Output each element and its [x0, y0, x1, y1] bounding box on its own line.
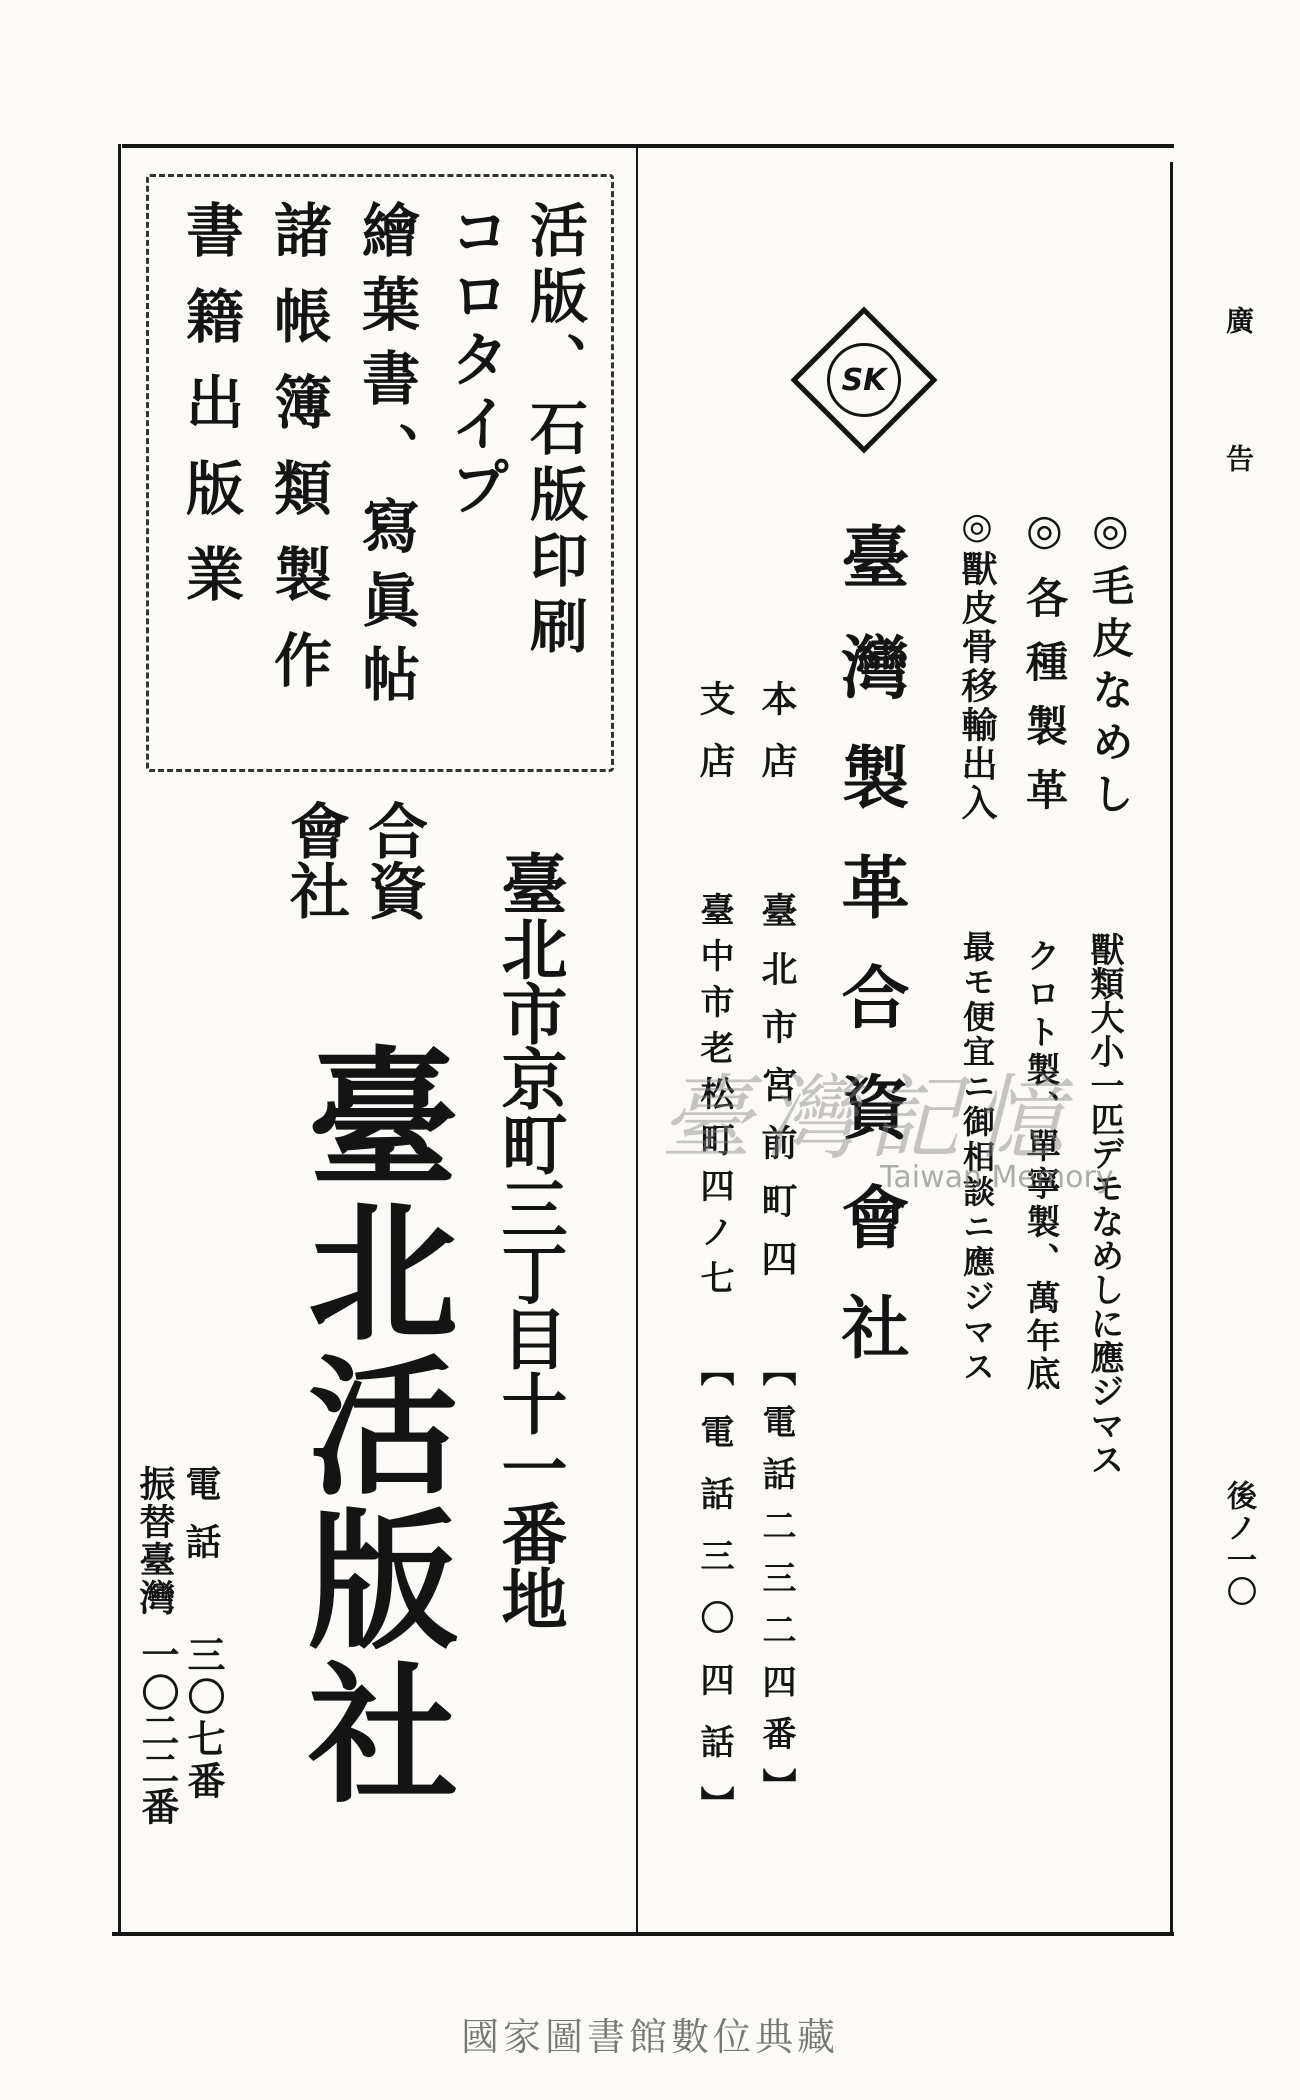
transfer-number: 一〇二二番: [135, 1635, 180, 1825]
printing-address: 臺北市京町三丁目十一番地: [490, 850, 568, 1630]
service-5: 書籍出版業: [176, 200, 244, 630]
company-type-line1: 合資: [358, 800, 428, 920]
branch-office-label: 支店: [694, 680, 736, 804]
product-bullet-2: ◎: [1020, 505, 1069, 576]
product-bullet-3: ◎: [956, 505, 998, 550]
logo-text: SK: [841, 362, 887, 398]
branch-office-phone: 【電話三〇四話】: [694, 1352, 734, 1848]
branch-office-address: 臺中市老松町四ノ七: [694, 892, 734, 1306]
product-detail-1: 獸類大小一匹デモなめしに應ジマス: [1084, 932, 1124, 1476]
product-item-2: ◎各種製革: [1020, 505, 1069, 832]
service-1: 活版、石版印刷: [520, 200, 588, 662]
frame-top-line: [122, 144, 1174, 148]
watermark-english: Taiwan Memory: [880, 1160, 1114, 1195]
phone-label: 電話: [180, 1465, 222, 1581]
head-office-address: 臺北市宮前町四: [756, 892, 798, 1298]
head-office-phone: 【電話二三二四番】: [756, 1352, 796, 1820]
frame-right-line: [1170, 162, 1173, 1936]
page-number: 後ノ一〇: [1221, 1480, 1256, 1608]
frame-left-line: [118, 144, 121, 1936]
service-2: コロタイプ: [440, 200, 510, 520]
product-bullet-1: ◎: [1086, 505, 1135, 564]
frame-divider-line: [636, 146, 638, 1932]
product-detail-3: 最モ便宜ニ御相談ニ應ジマス: [958, 930, 996, 1385]
watermark-chinese: 臺灣記憶: [660, 1065, 1077, 1172]
company-type-line2: 會社: [280, 800, 350, 920]
margin-heading: 廣告: [1222, 306, 1255, 582]
service-3: 繪葉書、寫眞帖: [352, 200, 420, 718]
tanning-company-name: 臺灣製革合資會社: [830, 522, 910, 1402]
product-item-3: ◎獸皮骨移輸出入: [956, 505, 998, 823]
head-office-label: 本店: [756, 680, 798, 804]
product-item-1: ◎毛皮なめし: [1086, 505, 1135, 824]
service-4: 諸帳簿類製作: [264, 200, 332, 716]
transfer-label: 振替臺灣: [134, 1465, 176, 1617]
phone-number: 三〇七番: [181, 1635, 226, 1803]
printing-company-name: 臺北活版社: [282, 1040, 458, 1810]
frame-bottom-line: [112, 1932, 1174, 1936]
footer-credit: 國家圖書館數位典藏: [460, 2015, 839, 2059]
company-logo: [790, 306, 937, 453]
product-detail-2: クロト製、單寧製、萬年底: [1020, 938, 1060, 1394]
